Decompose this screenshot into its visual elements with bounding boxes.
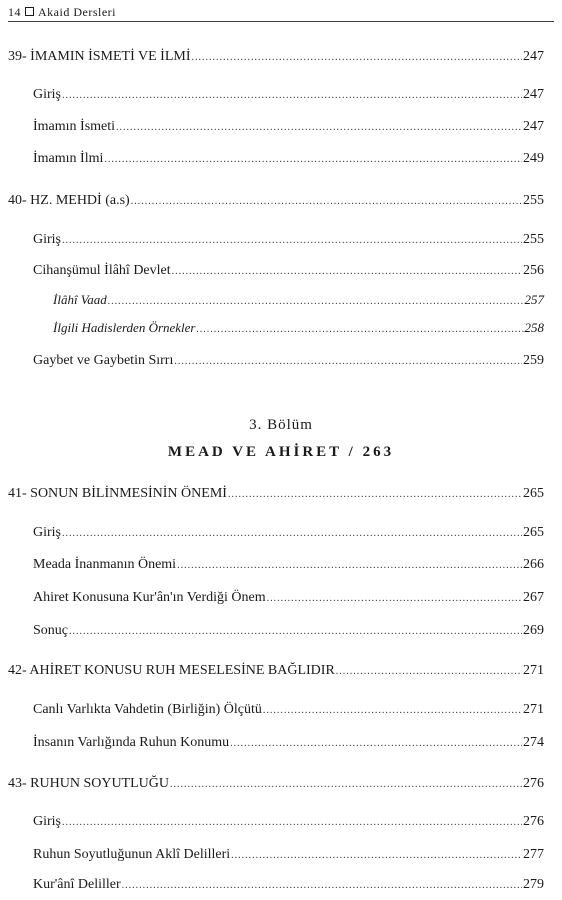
toc-title: Giriş [33,87,61,102]
dot-leader [62,90,522,101]
toc-page: 247 [523,87,544,102]
toc-page: 276 [523,776,544,791]
dot-leader [69,626,522,637]
page-number: 14 [8,5,21,19]
toc-title: İnsanın Varlığında Ruhun Konumu [33,735,230,750]
toc-entry [33,735,544,751]
toc-title: İmamın İlmi [33,151,104,166]
toc-entry [33,151,544,167]
toc-page: 267 [523,590,544,605]
toc-entry [8,193,544,209]
dot-leader [116,122,522,133]
dot-leader [62,817,522,828]
toc-entry [8,49,544,65]
book-title: Akaid Dersleri [38,5,116,19]
toc-page: 259 [523,353,544,368]
toc-title: Ruhun Soyutluğunun Aklî Delilleri [33,847,231,862]
dot-leader [108,296,524,307]
toc-entry [33,119,544,135]
dot-leader [62,528,522,539]
toc-page: 276 [523,814,544,829]
toc-page: 247 [523,119,544,134]
toc-entry [33,232,544,248]
toc-entry [33,263,544,279]
toc-page: 257 [524,292,544,307]
toc-page: 269 [523,623,544,638]
toc-page: 265 [523,525,544,540]
toc-title: 43- RUHUN SOYUTLUĞU [8,776,169,791]
toc-entry [33,814,544,830]
toc-page: 255 [523,193,544,208]
dot-leader [192,52,523,63]
toc-title: Giriş [33,814,61,829]
toc-entry [33,623,544,639]
toc-title: Canlı Varlıkta Vahdetin (Birliğin) Ölçütü [33,702,262,717]
dot-leader [131,196,522,207]
dot-leader [170,779,522,790]
toc-entry [33,353,544,369]
toc-title: 42- AHİRET KONUSU RUH MESELESİNE BAĞLIDIR [8,663,335,678]
dot-leader [172,266,522,277]
toc-title: Giriş [33,525,61,540]
toc-page: 277 [523,847,544,862]
toc-entry [33,590,544,606]
toc-title: Gaybet ve Gaybetin Sırrı [33,353,174,368]
toc-title: Cihanşümul İlâhî Devlet [33,263,171,278]
dot-leader [174,356,522,367]
dot-leader [177,560,522,571]
toc-entry [8,776,544,792]
dot-leader [104,154,522,165]
toc-title: İlgili Hadislerden Örnekler [53,320,196,335]
toc-title: Ahiret Konusuna Kur'ân'ın Verdiği Önem [33,590,266,605]
dot-leader [197,324,524,335]
toc-page: 274 [523,735,544,750]
toc-title: 39- İMAMIN İSMETİ VE İLMİ [8,49,191,64]
toc-entry [33,847,544,863]
toc-entry [53,292,544,308]
toc-page: 256 [523,263,544,278]
toc-page: 255 [523,232,544,247]
dot-leader [62,235,522,246]
toc-entry [8,486,544,502]
toc-entry [33,525,544,541]
toc-entry [33,877,544,893]
toc-title: Meada İnanmanın Önemi [33,557,177,572]
dot-leader [231,850,522,861]
toc-entry [33,557,544,573]
dot-leader [267,593,522,604]
toc-entry [33,87,544,103]
running-head [8,5,116,20]
toc-title: İmamın İsmeti [33,119,116,134]
toc-page: 265 [523,486,544,501]
toc-page: 258 [524,320,544,335]
toc-entry [8,663,544,679]
toc-title: Sonuç [33,623,68,638]
toc-entry [53,320,544,336]
toc-page: 279 [523,877,544,892]
toc-page: 271 [523,663,544,678]
square-separator-icon [25,7,34,16]
toc-title: Giriş [33,232,61,247]
dot-leader [336,666,522,677]
toc-title: 41- SONUN BİLİNMESİNİN ÖNEMİ [8,486,227,501]
dot-leader [122,880,522,891]
dot-leader [230,738,522,749]
part-title: MEAD VE AHİRET / 263 [167,444,395,460]
part-label: 3. Bölüm [249,417,313,433]
toc-page: 249 [523,151,544,166]
dot-leader [263,705,522,716]
header-rule [8,21,554,22]
toc-title: 40- HZ. MEHDİ (a.s) [8,193,130,208]
toc-page: 266 [523,557,544,572]
toc-page: 271 [523,702,544,717]
toc-title: İlâhî Vaad [53,292,107,307]
toc-entry [33,702,544,718]
toc-page: 247 [523,49,544,64]
dot-leader [228,489,522,500]
toc-title: Kur'ânî Deliller [33,877,121,892]
